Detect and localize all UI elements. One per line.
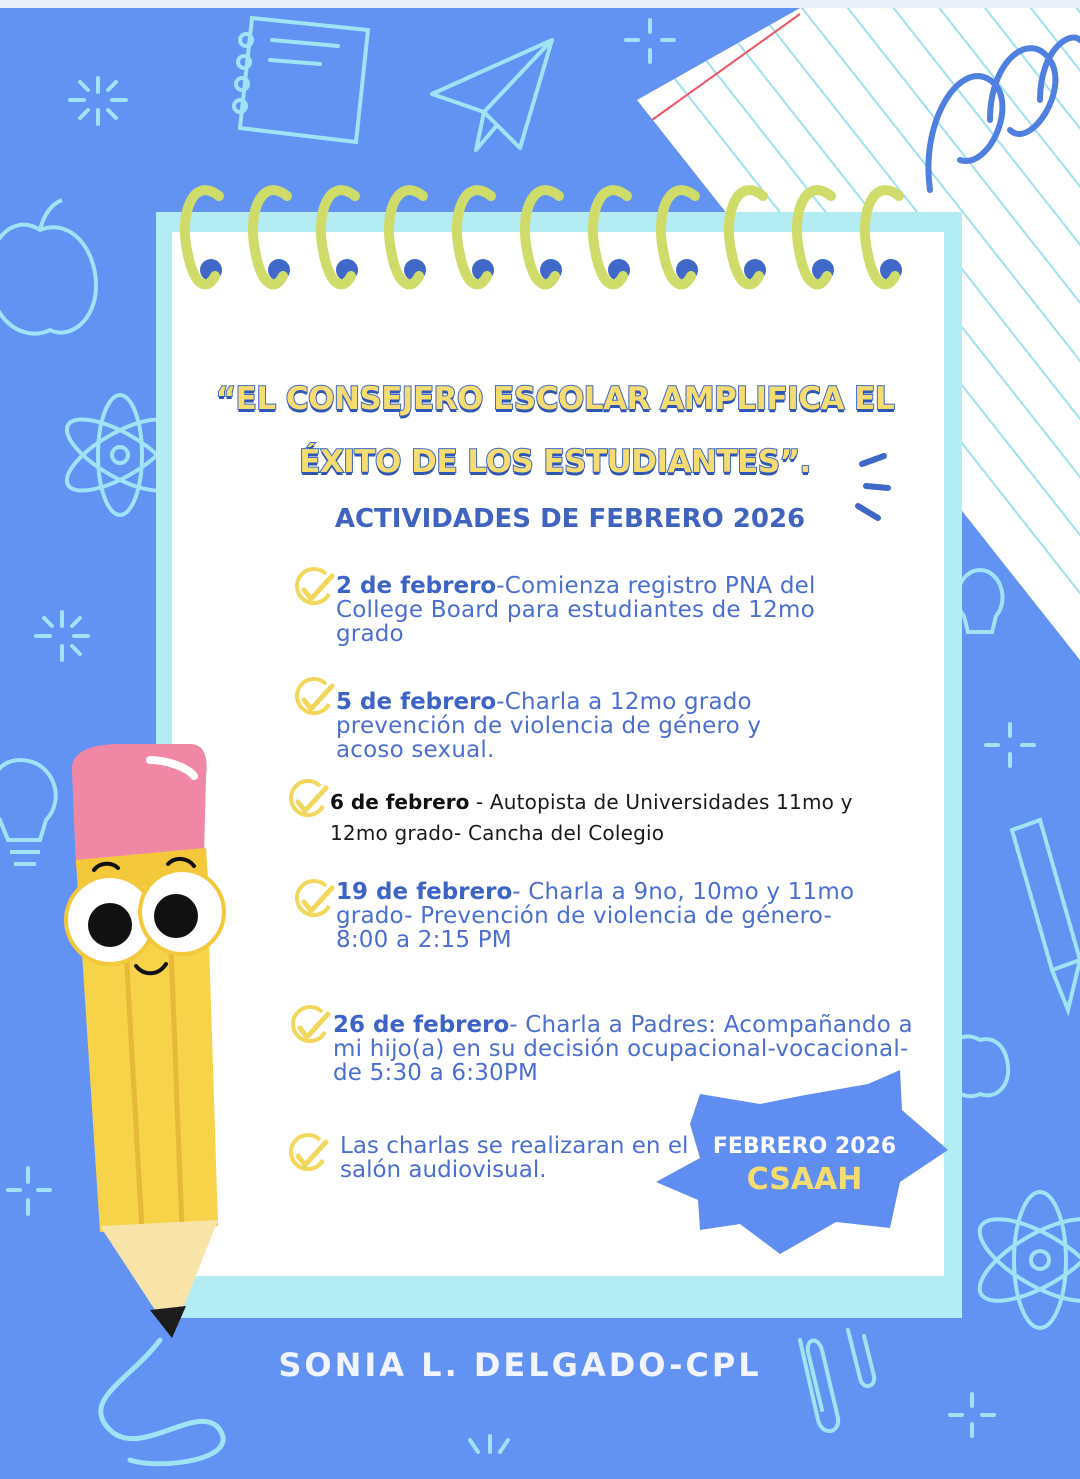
activity-date: 26 de febrero <box>333 1012 510 1038</box>
activity-item <box>336 574 876 646</box>
activities-heading: ACTIVIDADES DE FEBRERO 2026 <box>334 504 806 534</box>
pencil-mascot <box>66 744 224 1338</box>
location-note: Las charlas se realizaran en el salón audiovisual. <box>340 1133 689 1183</box>
activity-date: 2 de febrero <box>336 573 497 599</box>
badge-month: FEBRERO 2026 <box>712 1134 897 1159</box>
activity-item <box>336 690 836 762</box>
activity-text: - Charla a 9no, 10mo y 11mo grado- Prevención de violencia de género- 8:00 a 2:15 PM <box>336 879 855 953</box>
activity-text: -Charla a 12mo grado prevención de violencia de género y acoso sexual. <box>336 689 762 763</box>
activity-text: - Autopista de Universidades 11mo y 12mo grado- Cancha del Colegio <box>330 790 853 845</box>
activity-text: - Charla a Padres: Acompañando a mi hijo(a) en su decisión ocupacional-vocacional- de 5:30 a 6:30PM <box>333 1012 913 1086</box>
activity-item <box>333 1013 913 1085</box>
activity-date: 5 de febrero <box>336 689 497 715</box>
poster-title-line-1: “EL CONSEJERO ESCOLAR AMPLIFICA EL <box>215 381 895 417</box>
badge-school: CSAAH <box>746 1162 863 1197</box>
activity-item <box>336 880 876 952</box>
author-credit: SONIA L. DELGADO-CPL <box>278 1346 762 1384</box>
activity-date: 6 de febrero <box>330 790 470 814</box>
activity-text: -Comienza registro PNA del College Board para estudiantes de 12mo grado <box>336 573 816 647</box>
poster-title-line-2: ÉXITO DE LOS ESTUDIANTES”. <box>299 444 811 480</box>
activity-item <box>330 787 890 849</box>
activity-date: 19 de febrero <box>336 879 513 905</box>
